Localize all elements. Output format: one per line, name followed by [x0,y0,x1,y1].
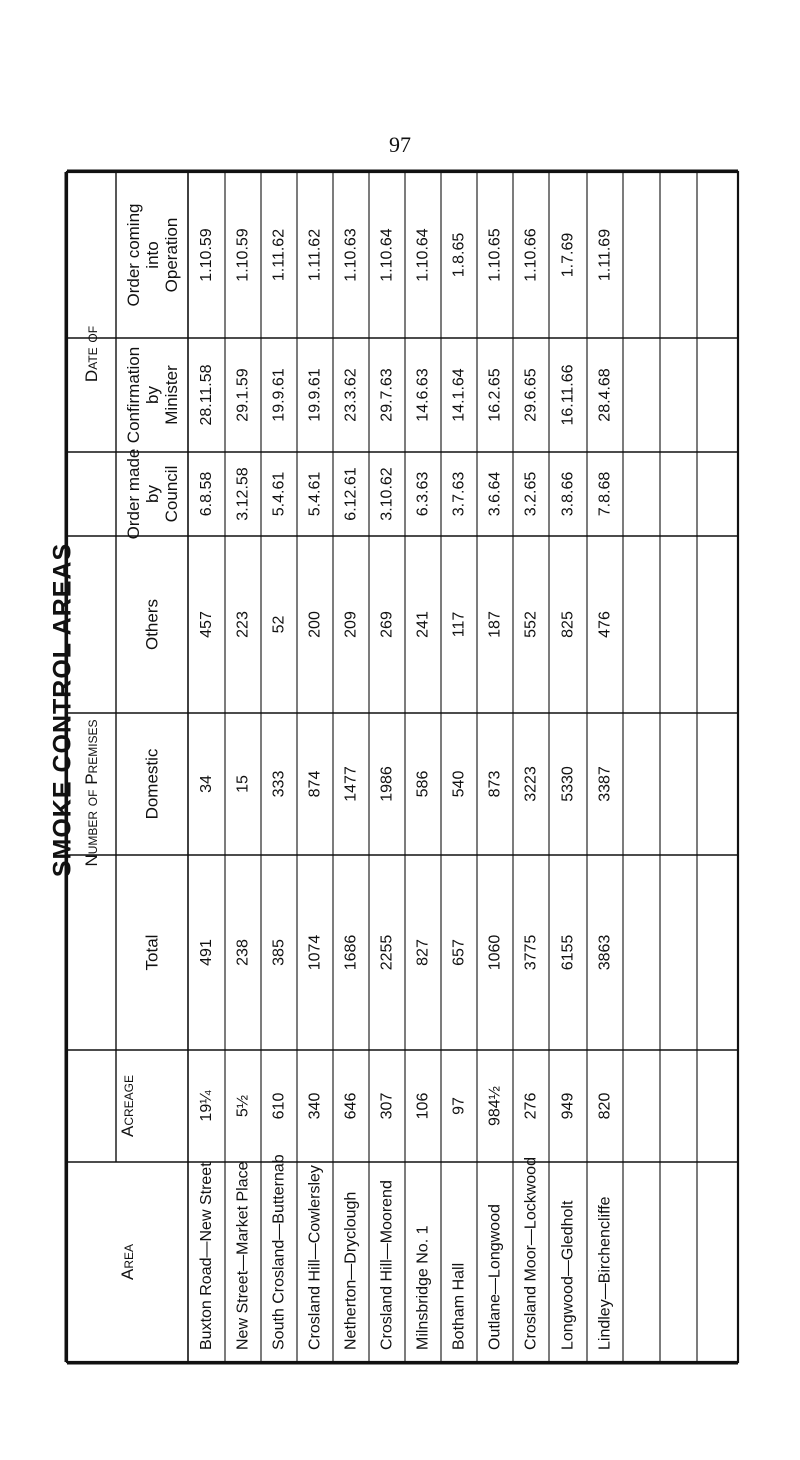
cell-operation: 1.10.65 [486,228,504,282]
cell-operation: 1.10.59 [234,228,252,282]
cell-operation: 1.11.62 [270,228,288,282]
cell-area: Crosland Hill—Cowlersley [306,1165,324,1350]
cell-others: 52 [270,615,288,634]
column-header-confirmation-line: by [142,386,162,404]
column-header-order-line: Council [161,465,181,523]
cell-operation: 1.11.69 [596,228,614,282]
cell-acreage: 340 [306,1092,324,1120]
cell-confirmation: 29.6.65 [522,368,540,422]
cell-total: 3775 [522,934,540,971]
cell-others: 241 [414,611,432,638]
cell-acreage: 276 [522,1092,540,1120]
group-header-date-of: Date of [82,325,101,383]
column-header-operation [124,204,181,307]
group-header-acreage: Acreage [118,1074,137,1138]
cell-others: 552 [522,611,540,638]
cell-confirmation: 28.11.58 [198,364,215,426]
column-header-domestic: Domestic [142,748,162,820]
cell-domestic: 1477 [342,766,360,802]
cell-order: 3.8.66 [559,471,577,517]
cell-others: 457 [198,611,215,638]
cell-others: 269 [378,611,396,638]
cell-domestic: 540 [450,770,468,798]
cell-order: 6.3.63 [414,471,432,517]
cell-area: Crosland Hill—Moorend [378,1180,396,1350]
cell-total: 827 [414,939,432,966]
column-header-confirmation-line: Minister [161,365,181,425]
page-number: 97 [389,132,411,157]
cell-total: 491 [198,939,215,966]
cell-order: 3.6.64 [486,471,504,517]
cell-domestic: 333 [270,770,288,798]
cell-confirmation: 16.11.66 [559,364,577,426]
cell-acreage: 949 [559,1092,577,1120]
cell-domestic: 5330 [559,766,577,802]
cell-area: Milnsbridge No. 1 [414,1225,432,1350]
cell-area: Botham Hall [450,1262,468,1350]
cell-confirmation: 29.1.59 [234,368,252,422]
cell-order: 3.12.58 [234,467,252,521]
column-header-others: Others [142,598,162,651]
cell-confirmation: 16.2.65 [486,368,504,422]
cell-confirmation: 19.9.61 [306,368,324,422]
cell-domestic: 15 [234,775,252,793]
cell-operation: 1.7.69 [559,232,577,278]
cell-domestic: 873 [486,770,504,798]
cell-confirmation: 19.9.61 [270,368,288,422]
cell-operation: 1.8.65 [450,232,468,278]
cell-operation: 1.10.63 [342,228,360,282]
cell-domestic: 874 [306,770,324,798]
table-frame [67,172,738,1362]
cell-confirmation: 14.1.64 [450,368,468,422]
cell-order: 3.10.62 [378,467,396,521]
cell-others: 825 [559,611,577,638]
cell-area: New Street—Market Place [234,1161,252,1350]
cell-acreage: 610 [270,1092,288,1120]
cell-order: 7.8.68 [596,471,614,517]
cell-domestic: 34 [198,775,215,793]
cell-confirmation: 14.6.63 [414,368,432,422]
column-header-order-line: by [142,485,162,503]
cell-acreage: 984½ [486,1085,504,1127]
cell-acreage: 106 [414,1092,432,1120]
cell-total: 2255 [378,934,396,971]
cell-others: 117 [450,611,468,638]
cell-area: South Crosland—Butternab [270,1154,288,1350]
cell-operation: 1.10.66 [522,228,540,282]
cell-order: 6.8.58 [198,471,215,517]
cell-acreage: 820 [596,1092,614,1120]
cell-operation: 1.10.64 [414,228,432,282]
cell-area: Buxton Road—New Street [198,1162,215,1350]
column-header-total: Total [142,934,162,971]
cell-acreage: 97 [450,1097,468,1115]
cell-others: 209 [342,611,360,638]
group-header-area: Area [118,1243,137,1281]
column-header-operation-line: Order coming [123,203,143,307]
cell-others: 187 [486,611,504,638]
cell-total: 6155 [559,934,577,971]
cell-area: Longwood—Gledholt [559,1200,577,1350]
column-header-confirmation-line: Confirmation [123,346,143,444]
cell-total: 1060 [486,934,504,971]
cell-operation: 1.11.62 [306,228,324,282]
cell-total: 238 [234,939,252,966]
cell-acreage: 646 [342,1092,360,1120]
cell-acreage: 19¼ [198,1090,215,1122]
column-header-operation-line: into [142,241,162,269]
cell-domestic: 3223 [522,766,540,802]
cell-domestic: 1986 [378,766,396,802]
column-header-order [124,449,181,540]
cell-area: Outlane—Longwood [486,1204,504,1350]
cell-domestic: 586 [414,770,432,798]
cell-order: 3.2.65 [522,471,540,517]
cell-confirmation: 29.7.63 [378,368,396,422]
cell-total: 385 [270,939,288,966]
cell-acreage: 307 [378,1092,396,1120]
cell-order: 3.7.63 [450,471,468,517]
group-header-number-of-premises: Number of Premises [82,719,101,867]
column-header-operation-line: Operation [161,217,181,293]
cell-others: 476 [596,611,614,638]
cell-operation: 1.10.59 [198,228,215,282]
cell-order: 5.4.61 [306,471,324,517]
cell-others: 200 [306,611,324,638]
table-title-text: SMOKE CONTROL AREAS [48,542,77,878]
cell-acreage: 5½ [234,1094,252,1118]
column-header-confirmation [124,347,181,443]
cell-area: Lindley—Birchencliffe [596,1196,614,1350]
cell-total: 657 [450,939,468,966]
cell-order: 5.4.61 [270,471,288,517]
cell-confirmation: 28.4.68 [596,368,614,422]
column-header-order-line: Order made [123,448,143,540]
cell-order: 6.12.61 [342,467,360,521]
cell-operation: 1.10.64 [378,228,396,282]
cell-area: Netherton—Dryclough [342,1191,360,1350]
cell-total: 1074 [306,934,324,971]
cell-confirmation: 23.3.62 [342,368,360,422]
cell-domestic: 3387 [596,766,614,802]
cell-others: 223 [234,611,252,638]
cell-area: Crosland Moor—Lockwood [522,1157,540,1350]
cell-total: 3863 [596,934,614,971]
cell-total: 1686 [342,934,360,971]
